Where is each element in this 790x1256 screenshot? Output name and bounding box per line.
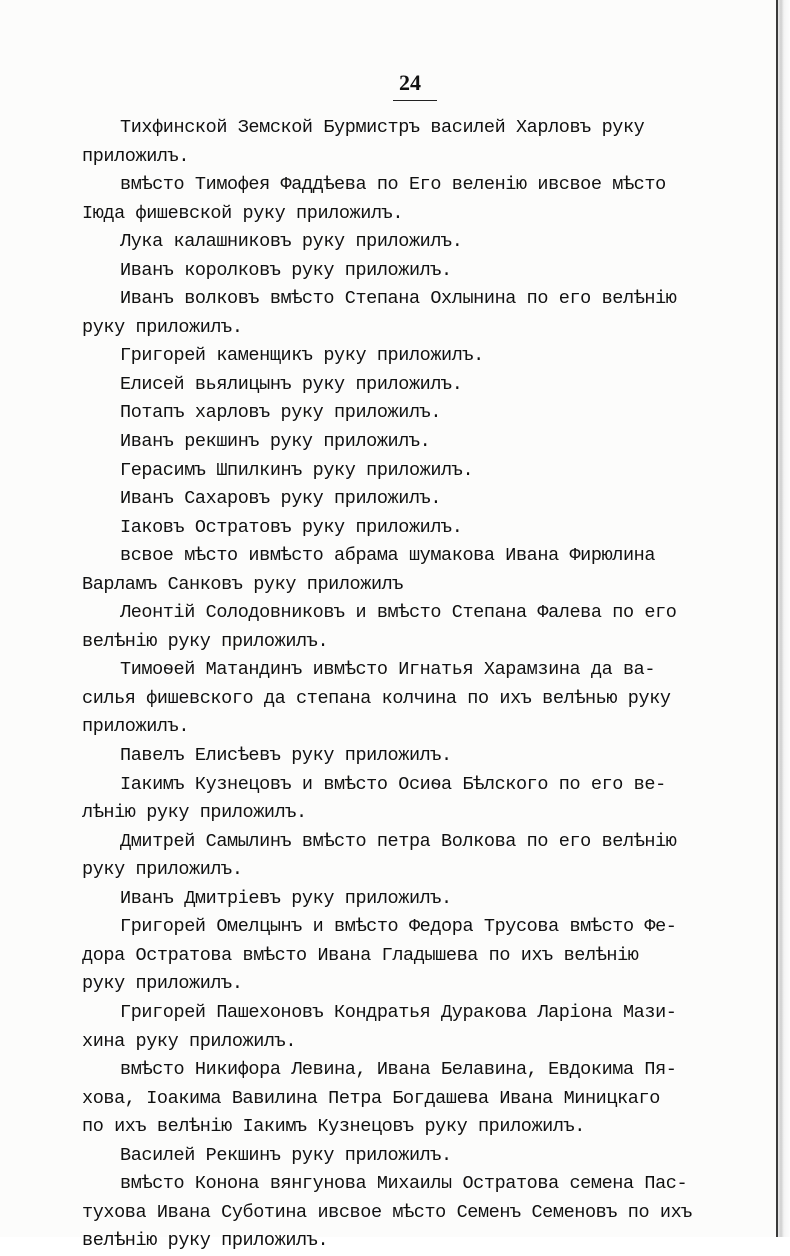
text-line: Герасимъ Шпилкинъ руку приложилъ. [120,459,474,481]
text-line: Елисей вьялицынъ руку приложилъ. [120,373,463,395]
text-line: руку приложилъ. [82,316,243,338]
text-line: руку приложилъ. [82,859,243,881]
text-line: велѣнію руку приложилъ. [82,630,329,652]
text-line: Василей Рекшинъ руку приложилъ. [120,1144,452,1166]
signature-entry [82,114,752,171]
signature-entry [82,742,752,771]
text-line: Іаковъ Остратовъ руку приложилъ. [120,516,463,538]
page-edge-shadow [776,0,790,1237]
text-line: лѣнію руку приложилъ. [82,802,307,824]
text-line: вмѣсто Никифора Левина, Ивана Белавина, Евдокима Пя- [120,1059,677,1081]
signature-entry [82,457,752,486]
document-body [82,114,752,1256]
signature-entry [82,999,752,1056]
text-line: Варламъ Санковъ руку приложилъ [82,573,404,595]
text-line: Иванъ волковъ вмѣсто Степана Охлынина по его велѣнію [120,288,677,310]
text-line: Леонтій Солодовниковъ и вмѣсто Степана Фалева по его [120,602,677,624]
signature-entry [82,228,752,257]
signature-entry [82,285,752,342]
signature-entry [82,371,752,400]
text-line: Григорей Пашехоновъ Кондратья Дуракова Ларіона Мази- [120,1001,677,1023]
signature-entry [82,514,752,543]
text-line: Потапъ харловъ руку приложилъ. [120,402,442,424]
text-line: Павелъ Елисѣевъ руку приложилъ. [120,745,452,767]
signature-entry [82,599,752,656]
text-line: дора Остратова вмѣсто Ивана Гладышева по ихъ велѣнію [82,944,639,966]
text-line: по ихъ велѣнію Іакимъ Кузнецовъ руку приложилъ. [82,1116,585,1138]
text-line: хова, Іоакима Вавилина Петра Богдашева Ивана Миницкаго [82,1087,660,1109]
text-line: Тихфинской Земской Бурмистръ василей Харловъ руку [120,117,645,138]
text-line: Иванъ рекшинъ руку приложилъ. [120,431,431,453]
text-line: велѣнію руку приложилъ. [82,1230,329,1252]
signature-entry [82,171,752,228]
signature-entry [82,399,752,428]
signature-entry [82,1142,752,1171]
text-line: приложилъ. [82,716,190,738]
page-number-underline [393,100,437,101]
text-line: Іакимъ Кузнецовъ и вмѣсто Осиѳа Бѣлского по его ве- [120,773,666,795]
text-line: силья фишевского да степана колчина по ихъ велѣнью руку [82,687,671,709]
signature-entry [82,885,752,914]
text-line: вмѣсто Тимофея Фаддѣева по Его веленію ивсвое мѣсто [120,174,666,196]
text-line: вмѣсто Конона вянгунова Михаилы Остратова семена Пас- [120,1173,688,1195]
text-line: Григорей Омелцынъ и вмѣсто Федора Трусова вмѣсто Фе- [120,916,677,938]
text-line: всвое мѣсто ивмѣсто абрама шумакова Ивана Фирюлина [120,545,656,567]
signature-entry [82,656,752,742]
text-line: Лука калашниковъ руку приложилъ. [120,231,463,253]
text-line: Дмитрей Самылинъ вмѣсто петра Волкова по его велѣнію [120,830,677,852]
signature-entry [82,828,752,885]
signature-entry [82,1170,752,1256]
signature-entry [82,257,752,286]
text-line: тухова Ивана Суботина ивсвое мѣсто Семенъ Семеновъ по ихъ [82,1201,693,1223]
text-line: хина руку приложилъ. [82,1030,297,1052]
text-line: Григорей каменщикъ руку приложилъ. [120,345,484,367]
text-line: руку приложилъ. [82,973,243,995]
signature-entry [82,1056,752,1142]
signature-entry [82,771,752,828]
signature-entry [82,342,752,371]
text-line: Тимоѳей Матандинъ ивмѣсто Игнатья Харамзина да ва- [120,659,656,681]
page-number: 24 [399,70,421,95]
signature-entry [82,542,752,599]
text-line: Иванъ Сахаровъ руку приложилъ. [120,488,442,510]
signature-entry [82,485,752,514]
text-line: Іюда фишевской руку приложилъ. [82,202,404,224]
signature-entry [82,428,752,457]
signature-entry [82,913,752,999]
text-line: приложилъ. [82,145,190,167]
text-line: Иванъ Дмитріевъ руку приложилъ. [120,887,452,909]
text-line: Иванъ королковъ руку приложилъ. [120,259,452,281]
